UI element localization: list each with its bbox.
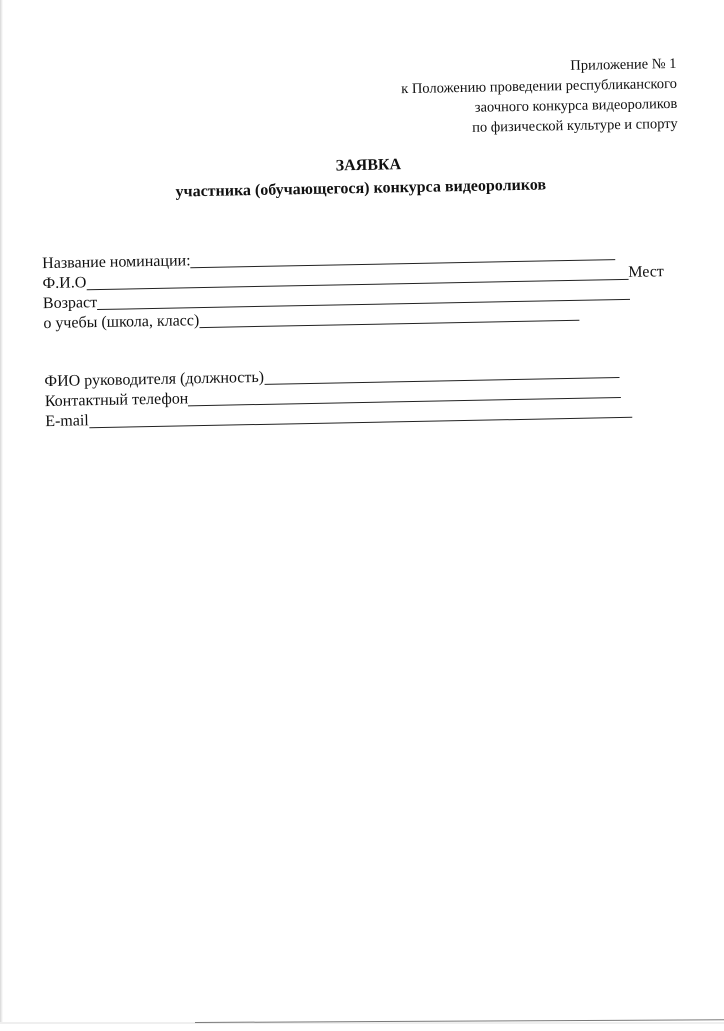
appendix-line-3: заочного конкурса видеороликов — [474, 95, 678, 116]
appendix-line-1: Приложение № 1 — [570, 55, 677, 74]
form-subtitle: участника (обучающегося) конкурса видеороликов — [175, 176, 547, 201]
age-label: Возраст — [42, 294, 98, 313]
form-title: ЗАЯВКА — [335, 156, 402, 175]
nomination-label: Название номинации: — [42, 252, 191, 273]
email-label: E-mail — [45, 412, 89, 431]
fio-label: Ф.И.О — [42, 274, 87, 293]
supervisor-label: ФИО руководителя (должность) — [44, 368, 265, 391]
appendix-header — [401, 54, 678, 139]
appendix-line-2: к Положению проведении республиканского — [401, 75, 678, 98]
fio-trailing-text: Мест — [628, 263, 664, 281]
appendix-line-4: по физической культуре и спорту — [472, 115, 678, 136]
study-place-label: о учебы (школа, класс) — [43, 312, 200, 333]
phone-label: Контактный телефон — [44, 390, 189, 411]
